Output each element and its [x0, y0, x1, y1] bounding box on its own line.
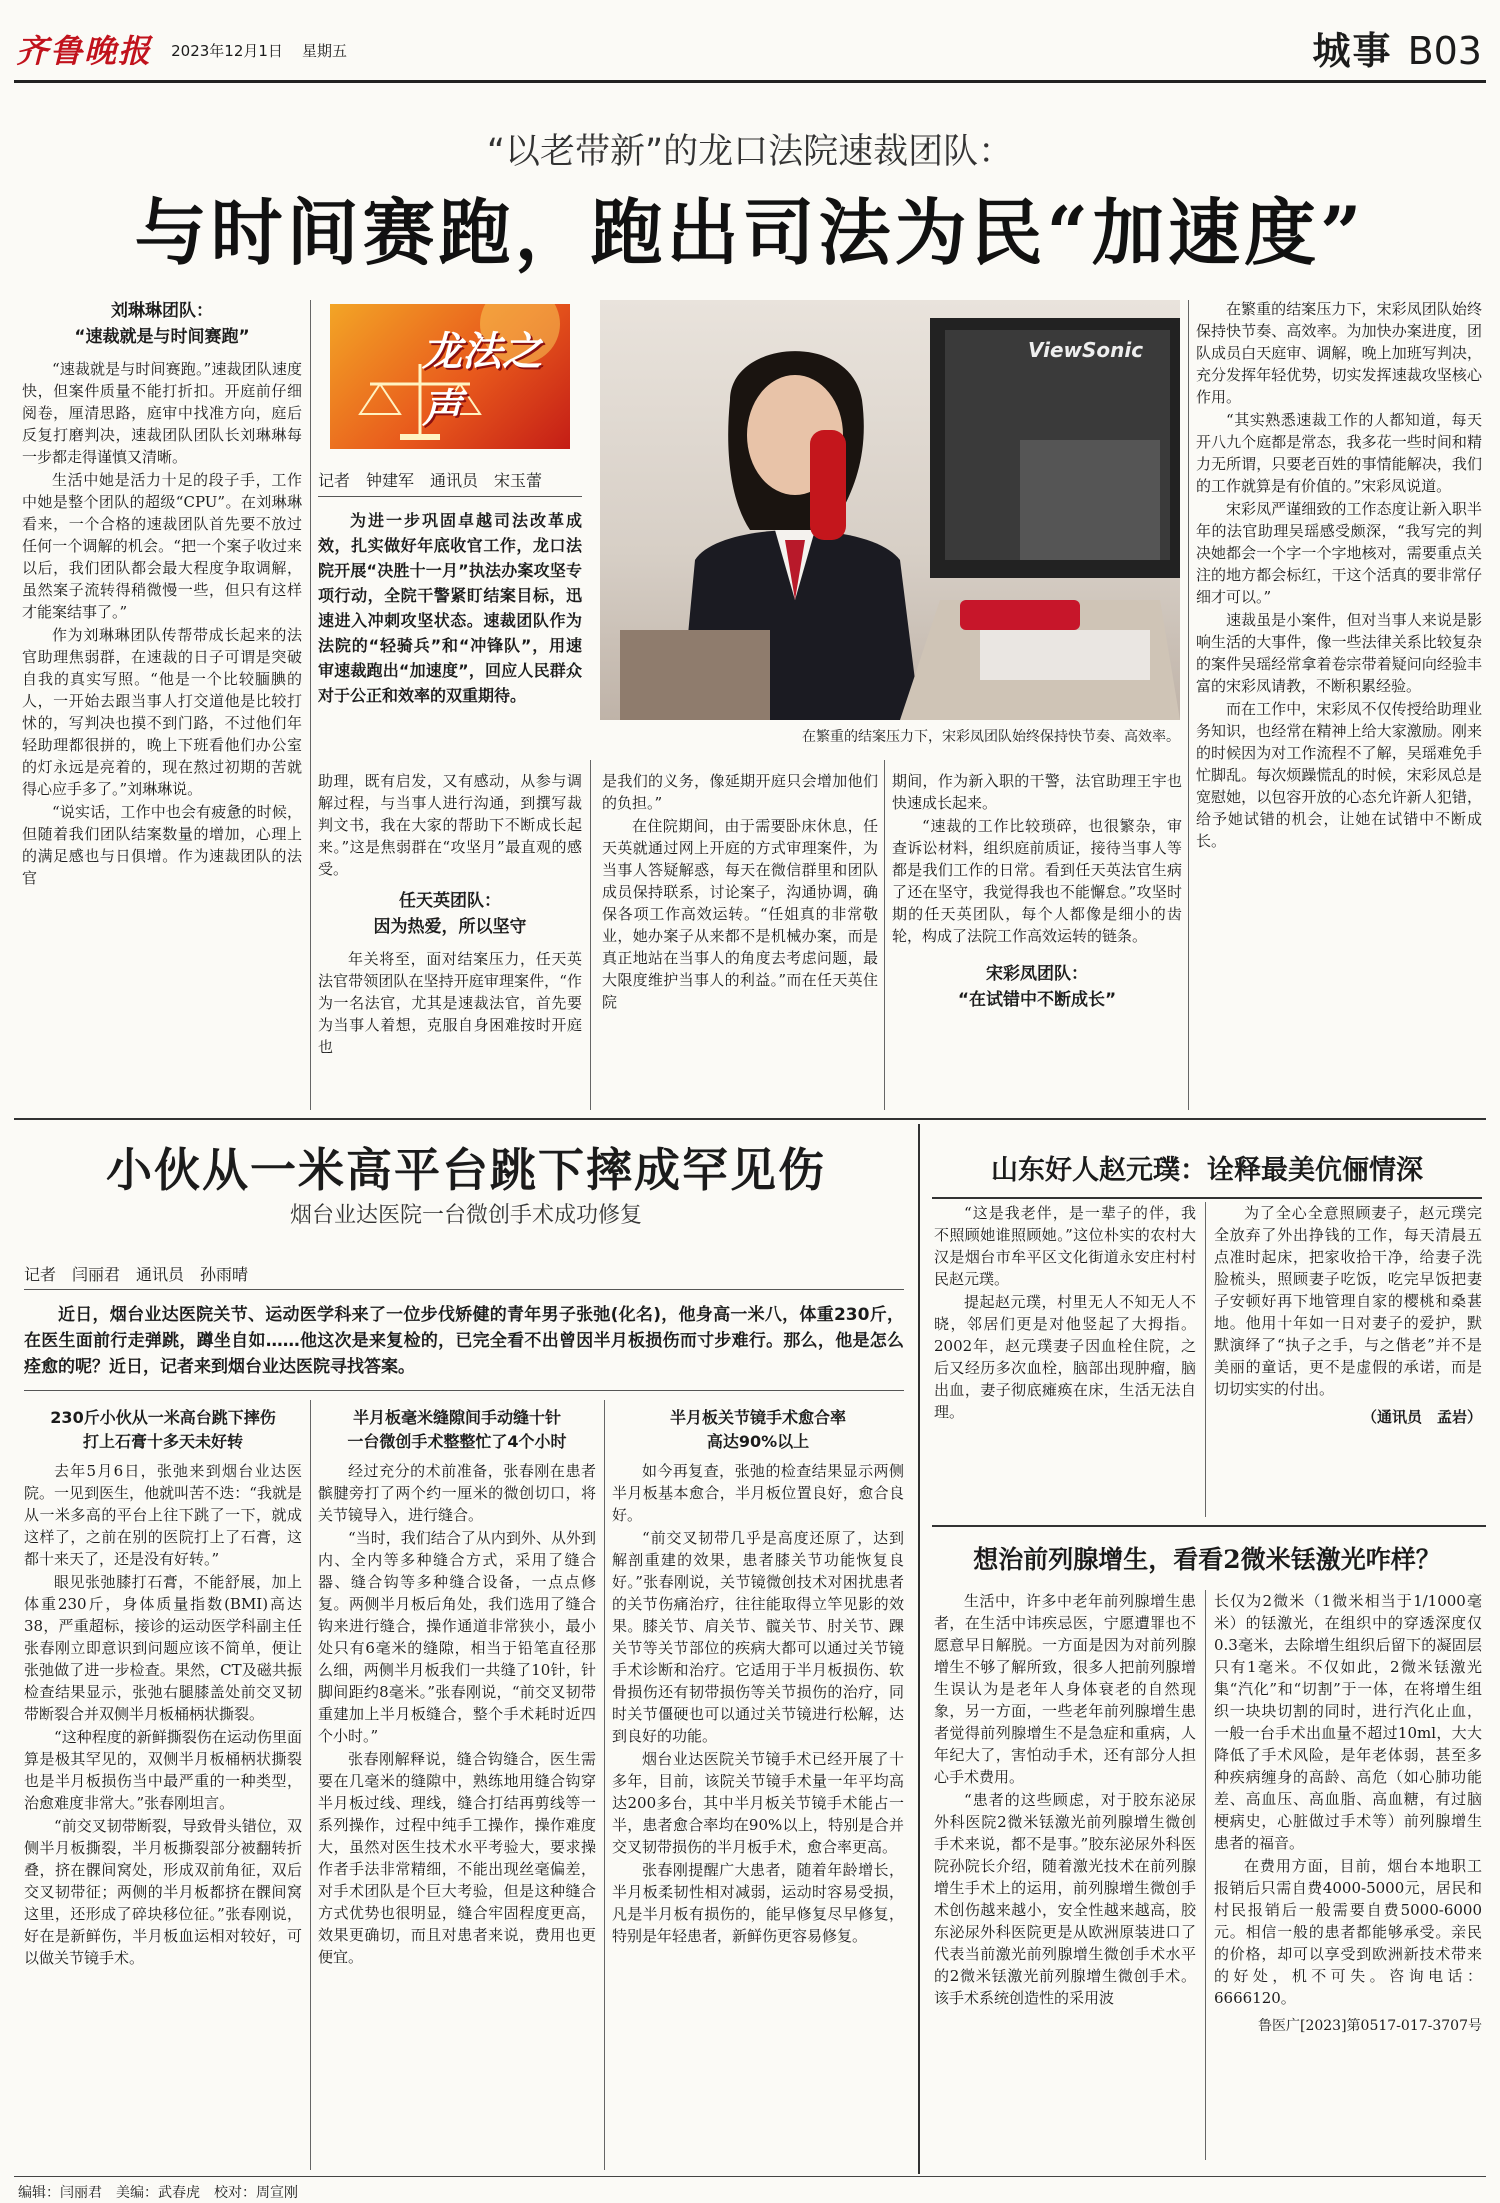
page-number: B03 — [1407, 29, 1482, 73]
column-divider — [604, 1400, 605, 2170]
paragraph: 而在工作中，宋彩凤不仅传授给助理业务知识，也经常在精神上给大家激励。刚来的时候因为对工作流程不了解，吴瑶难免手忙脚乱。每次烦躁慌乱的时候，宋彩凤总是宽慰她，以包容开放的心态允许新人犯错，给予她试错的机会，让她在试错中不断成长。 — [1196, 700, 1482, 850]
lead-photo — [600, 300, 1180, 720]
section-rule — [14, 1118, 1486, 1120]
story3-column-1 — [934, 1202, 1196, 1517]
intro-rule — [24, 1390, 904, 1391]
paragraph: 期间，作为新入职的干警，法官助理王宇也快速成长起来。 — [892, 772, 1182, 812]
issue-date: 2023年12月1日 — [171, 42, 283, 60]
lead-column-1 — [22, 298, 302, 1110]
column-logo-text: 龙法之声 — [422, 328, 542, 432]
paragraph: “说实话，工作中也会有疲惫的时候，但随着我们团队结案数量的增加，心理上的满足感也与日俱增。作为速裁团队的法官 — [22, 803, 302, 887]
paragraph: 在费用方面，目前，烟台本地职工报销后只需自费4000-5000元，居民和村民报销后一般需要自费5000-6000元。相信一般的患者都能够承受。亲民的价格，却可以享受到欧洲新技术带来的好处，机不可失。咨询电话：6666120。 — [1214, 1857, 1482, 2007]
masthead-rule — [14, 80, 1486, 83]
column-divider — [884, 760, 885, 1110]
story2-subhead-3 — [612, 1406, 904, 1454]
byline-rule — [318, 496, 582, 497]
paragraph: 长仅为2微米（1微米相当于1/1000毫米）的铥激光，在组织中的穿透深度仅0.3毫米，去除增生组织后留下的凝固层只有1毫米。不仅如此，2微米铥激光集“汽化”和“切割”于一体，在将增生组织一块块切割的同时，进行汽化止血，一般一台手术出血量不超过10ml，大大降低了手术风险，是年老体弱，甚至多种疾病缠身的高龄、高危（如心肺功能差、高血压、高血脂、高血糖，有过脑梗病史，心脏做过手术等）前列腺增生患者的福音。 — [1214, 1592, 1482, 1852]
paragraph: 助理，既有启发，又有感动，从参与调解过程，与当事人进行沟通，到撰写裁判文书，我在大家的帮助下不断成长起来。”这是焦弱群在“攻坚月”最直观的感受。 — [318, 772, 582, 878]
subhead-liu-line2: “速裁就是与时间赛跑” — [74, 327, 250, 347]
paragraph: 张春刚解释说，缝合钩缝合，医生需要在几毫米的缝隙中，熟练地用缝合钩穿半月板过线、理线，缝合打结再剪线等一系列操作，过程中纯手工操作，操作难度大，虽然对医生技术水平考验大，要求操作者手法非常精细，不能出现丝毫偏差，对手术团队是个巨大考验，但是这种缝合方式优势也很明显，缝合牢固程度更高，效果更确切，而且对患者来说，费用也更便宜。 — [318, 1750, 596, 1966]
lead-column-4 — [892, 770, 1182, 1110]
story2-subhead-1 — [24, 1406, 302, 1454]
paragraph: 速裁虽是小案件，但对当事人来说是影响生活的大事件，像一些法律关系比较复杂的案件吴瑶经常拿着卷宗带着疑问向经验丰富的宋彩凤请教，不断积累经验。 — [1196, 611, 1482, 695]
lead-title: 与时间赛跑，跑出司法为民“加速度” — [134, 190, 1366, 275]
section-rule — [932, 1525, 1486, 1527]
story4-title: 想治前列腺增生，看看2微米铥激光咋样？ — [973, 1545, 1441, 1574]
paragraph: 是我们的义务，像延期开庭只会增加他们的负担。” — [602, 772, 878, 812]
subhead-ren-line1: 任天英团队： — [399, 891, 501, 911]
judge-on-phone-photo — [600, 300, 1180, 720]
paragraph: 烟台业达医院关节镜手术已经开展了十多年，目前，该院关节镜手术量一年平均高达200多台，其中半月板关节镜手术能占一半，患者愈合率均在90%以上，特别是合并交叉韧带损伤的半月板手术，愈合率更高。 — [612, 1750, 904, 1856]
story2-intro-text: 近日，烟台业达医院关节、运动医学科来了一位步伐矫健的青年男子张弛(化名)，他身高一米八，体重230斤，在医生面前行走弹跳，蹲坐自如……他这次是来复检的，已完全看不出曾因半月板损伤而寸步难行。那么，他是怎么痊愈的呢？近日，记者来到烟台业达医院寻找答案。 — [24, 1305, 904, 1377]
column-divider — [310, 1400, 311, 2170]
paragraph: 为了全心全意照顾妻子，赵元璞完全放弃了外出挣钱的工作，每天清晨五点准时起床，把家收拾干净，给妻子洗脸梳头，照顾妻子吃饭，吃完早饭把妻子安顿好再下地管理自家的樱桃和桑葚地。他用十年如一日对妻子的爱护，默默演绎了“执子之手，与之偕老”并不是美丽的童话，更不是虚假的承诺，而是切切实实的付出。 — [1214, 1204, 1482, 1398]
paragraph: 去年5月6日，张弛来到烟台业达医院。一见到医生，他就叫苦不迭：“我就是从一米多高的平台上往下跳了一下，就成这样了，之前在别的医院打上了石膏，这都十来天了，还是没有好转。” — [24, 1462, 302, 1568]
story2-subhead-2 — [318, 1406, 596, 1454]
paragraph: 眼见张弛膝打石膏，不能舒展，加上体重230斤，身体质量指数(BMI)高达38，严重超标，接诊的运动医学科副主任张春刚立即意识到问题应该不简单，便让张弛做了进一步检查。果然，CT及磁共振检查结果显示，张弛右腿膝盖处前交叉韧带断裂合并双侧半月板桶柄状撕裂。 — [24, 1573, 302, 1723]
paragraph: “这种程度的新鲜撕裂伤在运动伤里面算是极其罕见的，双侧半月板桶柄状撕裂也是半月板损伤当中最严重的一种类型，治愈难度非常大。”张春刚坦言。 — [24, 1728, 302, 1812]
section-label — [1312, 20, 1482, 75]
story2-subhead-3-line1: 半月板关节镜手术愈合率 — [669, 1408, 846, 1427]
lead-byline: 记者 钟建军 通讯员 宋玉蕾 — [318, 471, 543, 490]
story4-column-2 — [1214, 1590, 1482, 2170]
story2-title: 小伙从一米高平台跳下摔成罕见伤 — [106, 1143, 826, 1197]
subhead-song — [892, 961, 1182, 1013]
paragraph: 生活中，许多中老年前列腺增生患者，在生活中讳疾忌医，宁愿遭罪也不愿意早日解脱。一方面是因为对前列腺增生不够了解所致，很多人把前列腺增生误认为是老年人身体衰老的自然现象，另一方面，一些老年前列腺增生患者觉得前列腺增生不是急症和重病，人年纪大了，害怕动手术，还有部分人担心手术费用。 — [934, 1592, 1196, 1786]
paragraph: “前交叉韧带几乎是高度还原了，达到解剖重建的效果，患者膝关节功能恢复良好。”张春刚说，关节镜微创技术对困扰患者的关节伤痛治疗，往往能取得立竿见影的效果。膝关节、肩关节、髋关节、肘关节、踝关节等关节部位的疾病大都可以通过关节镜手术诊断和治疗。它适用于半月板损伤、软骨损伤还有韧带损伤等关节损伤的治疗，同时关节僵硬也可以通过关节镜进行松解，达到良好的功能。 — [612, 1529, 904, 1745]
subhead-ren-line2: 因为热爱，所以坚守 — [373, 917, 527, 937]
story2-column-1 — [24, 1400, 302, 2170]
paragraph: “前交叉韧带断裂，导致骨头错位，双侧半月板撕裂，半月板撕裂部分被翻转折叠，挤在髁间窝处，形成双前角征，双后交叉韧带征；两侧的半月板都挤在髁间窝这里，还形成了碎块移位征。”张春刚说，好在是新鲜伤，半月板血运相对较好，可以做关节镜手术。 — [24, 1817, 302, 1967]
summary-text: 为进一步巩固卓越司法改革成效，扎实做好年底收官工作，龙口法院开展“决胜十一月”执法办案攻坚专项行动，全院干警紧盯结案目标，迅速进入冲刺攻坚状态。速裁团队作为法院的“轻骑兵”和“冲锋队”，用速审速裁跑出“加速度”，回应人民群众对于公正和效率的双重期待。 — [318, 511, 582, 705]
issue-weekday: 星期五 — [302, 42, 348, 60]
story2-column-3 — [612, 1400, 904, 2170]
photo-caption: 在繁重的结案压力下，宋彩凤团队始终保持快节奏、高效率。 — [802, 729, 1180, 745]
paragraph: “患者的这些顾虑，对于胶东泌尿外科医院2微米铥激光前列腺增生微创手术来说，都不是事。”胶东泌尿外科医院孙院长介绍，随着激光技术在前列腺增生手术上的运用，前列腺增生微创手术创伤越来越小，安全性越来越高，胶东泌尿外科医院更是从欧洲原装进口了代表当前激光前列腺增生微创手术水平的2微米铥激光前列腺增生微创手术。该手术系统创造性的采用波 — [934, 1791, 1196, 2007]
paragraph: 宋彩凤严谨细致的工作态度让新入职半年的法官助理吴瑶感受颇深，“我写完的判决她都会一个字一个字地核对，需要重点关注的地方都会标红，干这个活真的要非常仔细才可以。” — [1196, 500, 1482, 606]
paragraph: “其实熟悉速裁工作的人都知道，每天开八九个庭都是常态，我多花一些时间和精力无所谓，只要老百姓的事情能解决，我们的工作就算是有价值的。”宋彩凤说道。 — [1196, 411, 1482, 495]
subhead-ren — [318, 888, 582, 940]
paragraph: 在住院期间，由于需要卧床休息，任天英就通过网上开庭的方式审理案件，为当事人答疑解惑，每天在微信群里和团队成员保持联系，讨论案子，沟通协调，确保各项工作高效运转。“任姐真的非常敬业，她办案子从来都不是机械办案，而是真正地站在当事人的角度去考虑问题，最大限度维护当事人的利益。”而在任天英住院 — [602, 817, 878, 1011]
story2-subhead-1-line2: 打上石膏十多天未好转 — [82, 1432, 243, 1451]
monitor-brand: ViewSonic — [1028, 338, 1144, 362]
column-divider — [310, 300, 311, 1110]
story2-subhead-2-line1: 半月板毫米缝隙间手动缝十针 — [352, 1408, 561, 1427]
subhead-liu-line1: 刘琳琳团队： — [111, 301, 213, 321]
subhead-liu — [22, 298, 302, 350]
footer-credits: 编辑：闫丽君 美编：武春虎 校对：周宣刚 — [18, 2185, 298, 2201]
subhead-song-line1: 宋彩凤团队： — [986, 964, 1088, 984]
ad-approval-code: 鲁医广[2023]第0517-017-3707号 — [1258, 2018, 1482, 2034]
paragraph: 作为刘琳琳团队传帮带成长起来的法官助理焦弱群，在速裁的日子可谓是突破自我的真实写照。“他是一个比较腼腆的人，一开始去跟当事人打交道他是比较打怵的，写判决也摸不到门路，不过他们年轻助理都很拼的，晚上下班看他们办公室的灯永远是亮着的，现在熬过初期的苦就得心应手多了。”刘琳琳说。 — [22, 626, 302, 798]
lead-column-3 — [602, 770, 878, 1110]
lead-summary — [318, 508, 582, 730]
story2-intro — [24, 1302, 904, 1380]
story3-title: 山东好人赵元璞：诠释最美伉俪情深 — [932, 1148, 1482, 1199]
paragraph: “速裁就是与时间赛跑。”速裁团队速度快，但案件质量不能打折扣。开庭前仔细阅卷，厘清思路，庭审中找准方向，庭后反复打磨判决，速裁团队团队长刘琳琳每一步都走得谨慎又清晰。 — [22, 360, 302, 466]
story2-subhead-2-line2: 一台微创手术整整忙了4个小时 — [347, 1432, 567, 1451]
subhead-song-line2: “在试错中不断成长” — [957, 990, 1117, 1010]
paragraph: “这是我老伴，是一辈子的伴，我不照顾她谁照顾她。”这位朴实的农村大汉是烟台市牟平区文化街道永安庄村村民赵元璞。 — [934, 1204, 1196, 1288]
paragraph: 生活中她是活力十足的段子手，工作中她是整个团队的超级“CPU”。在刘琳琳看来，一个合格的速裁团队首先要不放过任何一个调解的机会。“把一个案子收过来以后，我们团队都会最大程度争取调解，虽然案子流转得稍微慢一些，但只有这样才能案结事了。” — [22, 471, 302, 621]
section-name: 城事 — [1312, 28, 1393, 73]
story3-credit: （通讯员 孟岩） — [1361, 1408, 1482, 1426]
lead-column-2 — [318, 770, 582, 1110]
column-divider — [590, 760, 591, 1110]
column-logo-box — [330, 304, 570, 449]
story2-column-2 — [318, 1400, 596, 2170]
masthead — [16, 26, 347, 72]
paragraph: 经过充分的术前准备，张春刚在患者髌腱旁打了两个约一厘米的微创切口，将关节镜导入，进行缝合。 — [318, 1462, 596, 1524]
paragraph: 提起赵元璞，村里无人不知无人不晓，邻居们更是对他竖起了大拇指。2002年，赵元璞妻子因血栓住院，之后又经历多次血栓，脑部出现肿瘤，脑出血，妻子彻底瘫痪在床，生活无法自理。 — [934, 1293, 1196, 1421]
story2-subhead-1-line1: 230斤小伙从一米高台跳下摔伤 — [50, 1408, 276, 1427]
story2-byline: 记者 闫丽君 通讯员 孙雨晴 — [24, 1262, 904, 1290]
paragraph: 在繁重的结案压力下，宋彩凤团队始终保持快节奏、高效率。为加快办案进度，团队成员白天庭审、调解，晚上加班写判决，充分发挥年轻优势，切实发挥速裁攻坚核心作用。 — [1196, 300, 1482, 406]
footer-rule — [14, 2176, 1486, 2177]
story3-column-2 — [1214, 1202, 1482, 1517]
paper-name: 齐鲁晚报 — [16, 32, 153, 70]
lead-kicker: “以老带新”的龙口法院速裁团队： — [486, 132, 1014, 172]
paragraph: 张春刚提醒广大患者，随着年龄增长，半月板柔韧性相对减弱，运动时容易受损，凡是半月板有损伤的，能早修复尽早修复，特别是年轻患者，新鲜伤更容易修复。 — [612, 1861, 904, 1945]
column-divider — [1205, 1202, 1206, 1517]
lead-column-5 — [1196, 298, 1482, 1068]
paragraph: “速裁的工作比较琐碎，也很繁杂，审查诉讼材料，组织庭前质证，接待当事人等都是我们工作的日常。看到任天英法官生病了还在坚守，我觉得我也不能懈怠。”攻坚时期的任天英团队，每个人都像是细小的齿轮，构成了法院工作高效运转的链条。 — [892, 817, 1182, 945]
story-divider — [918, 1124, 920, 2174]
paragraph: 年关将至，面对结案压力，任天英法官带领团队在坚持开庭审理案件，“作为一名法官，尤其是速裁法官，首先要为当事人着想，克服自身困难按时开庭也 — [318, 950, 582, 1056]
story2-subtitle: 烟台业达医院一台微创手术成功修复 — [289, 1203, 642, 1228]
column-divider — [1188, 300, 1189, 1110]
column-divider — [1205, 1590, 1206, 2160]
story4-column-1 — [934, 1590, 1196, 2170]
paragraph: 如今再复查，张弛的检查结果显示两侧半月板基本愈合，半月板位置良好，愈合良好。 — [612, 1462, 904, 1524]
paragraph: “当时，我们结合了从内到外、从外到内、全内等多种缝合方式，采用了缝合器、缝合钩等多种缝合设备，一点点修复。两侧半月板后角处，我们选用了缝合钩来进行缝合，操作通道非常狭小，最小处只有6毫米的缝隙，相当于铅笔直径那么细，两侧半月板我们一共缝了10针，针脚间距约8毫米。”张春刚说，“前交叉韧带重建加上半月板缝合，整个手术耗时近四个小时。” — [318, 1529, 596, 1745]
story2-subhead-3-line2: 高达90%以上 — [706, 1432, 810, 1451]
